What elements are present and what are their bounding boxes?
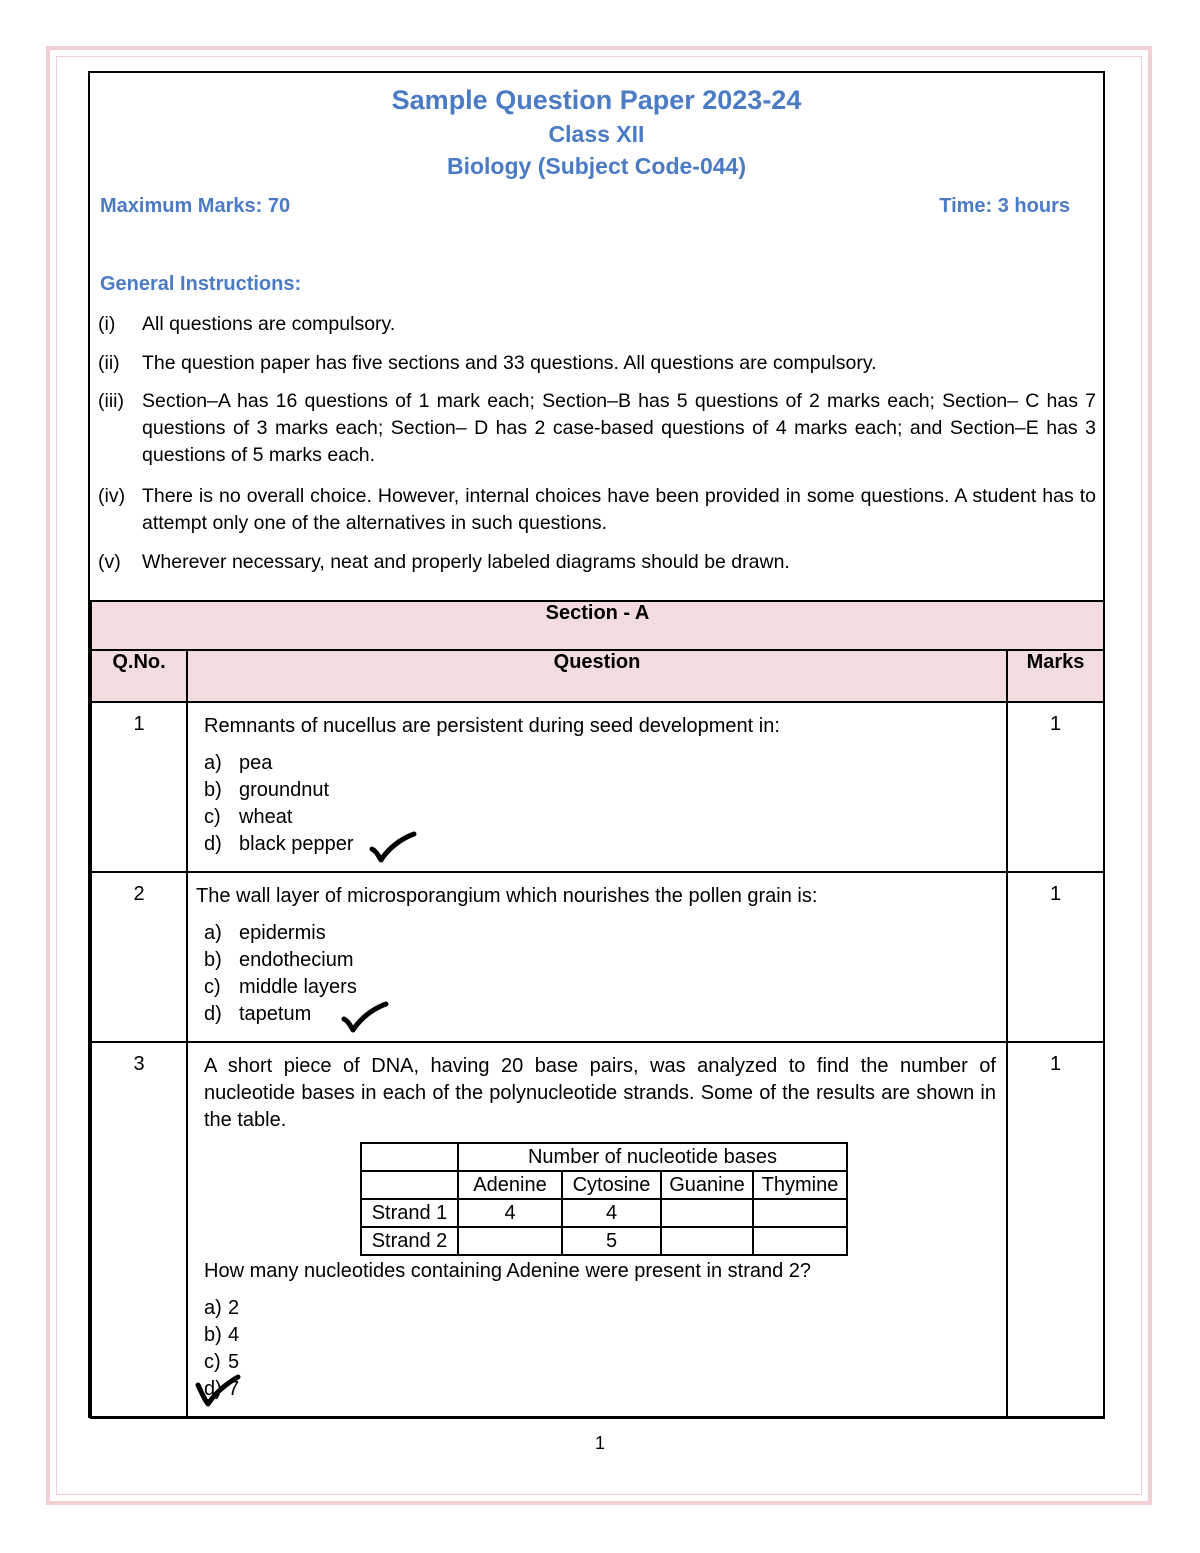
option-value: tapetum [239, 1003, 312, 1025]
question-cell [187, 1042, 1007, 1418]
option-value: wheat [239, 806, 293, 828]
question-text: Remnants of nucellus are persistent during seed development in: [204, 715, 780, 737]
instruction-item [98, 549, 1096, 576]
table-column-header: Adenine [458, 1171, 562, 1199]
option-value: pea [239, 752, 273, 774]
col-header-qno: Q.No. [91, 650, 187, 702]
instruction-item [98, 311, 1096, 338]
section-row [91, 601, 1104, 650]
table-row [361, 1199, 847, 1227]
col-header-marks: Marks [1007, 650, 1104, 702]
option-a [204, 920, 996, 947]
time-allowed: Time: 3 hours [939, 195, 1070, 217]
table-cell: 5 [562, 1227, 661, 1255]
page-number: 1 [594, 1433, 605, 1453]
maximum-marks: Maximum Marks: 70 [100, 195, 291, 217]
option-b [204, 777, 996, 804]
options-list [204, 1295, 996, 1403]
instruction-text: Wherever necessary, neat and properly labeled diagrams should be drawn. [142, 551, 790, 573]
table-cell [753, 1199, 847, 1227]
instruction-number: (v) [98, 551, 121, 573]
option-label: a) [204, 752, 222, 774]
option-d [204, 1001, 996, 1028]
instruction-number: (ii) [98, 352, 120, 374]
option-value: 5 [228, 1351, 240, 1373]
table-row [361, 1227, 847, 1255]
question-text: The wall layer of microsporangium which nourishes the pollen grain is: [196, 885, 818, 907]
question-number: 3 [91, 1042, 187, 1418]
option-b [204, 1322, 996, 1349]
option-label: a) [204, 922, 222, 944]
paper-class: Class XII [548, 121, 645, 147]
table-cell [753, 1227, 847, 1255]
paper-subject: Biology (Subject Code-044) [446, 153, 747, 179]
option-value: 7 [228, 1378, 240, 1400]
option-d [204, 831, 996, 858]
option-label: b) [204, 949, 222, 971]
paper-header [90, 73, 1103, 601]
table-column-header: Thymine [753, 1171, 847, 1199]
table-cell [458, 1227, 562, 1255]
option-value: epidermis [239, 922, 326, 944]
question-row [91, 1042, 1104, 1418]
question-number: 1 [91, 702, 187, 872]
table-header-row [91, 650, 1104, 702]
option-label: c) [204, 976, 221, 998]
option-value: middle layers [239, 976, 357, 998]
followup-question: How many nucleotides containing Adenine were present in strand 2? [204, 1260, 812, 1282]
instruction-number: (iii) [98, 390, 124, 412]
instruction-item [98, 388, 1096, 469]
option-a [204, 750, 996, 777]
option-label: b) [204, 1324, 222, 1346]
question-cell [187, 702, 1007, 872]
options-list [204, 750, 996, 858]
instruction-text: All questions are compulsory. [142, 313, 396, 335]
question-row [91, 872, 1104, 1042]
option-value: black pepper [239, 833, 354, 855]
option-value: endothecium [239, 949, 354, 971]
instruction-text: The question paper has five sections and 33 questions. All questions are compulsory. [142, 352, 877, 374]
section-title: Section - A [91, 601, 1104, 650]
option-c [204, 1349, 996, 1376]
instruction-text: Section–A has 16 questions of 1 mark each; Section–B has 5 questions of 2 marks each; Section– C has 7 questions of 3 marks each; Section– D has 2 case-based questions of 4 marks each; and Section–E has 3 questions of 5 marks each. [142, 390, 1096, 466]
table-column-header: Cytosine [562, 1171, 661, 1199]
option-d [204, 1376, 996, 1403]
table-cell [661, 1227, 753, 1255]
table-cell: 4 [562, 1199, 661, 1227]
general-instructions-title: General Instructions: [100, 273, 302, 295]
question-number: 2 [91, 872, 187, 1042]
instruction-number: (iv) [98, 485, 126, 507]
option-c [204, 974, 996, 1001]
question-text: A short piece of DNA, having 20 base pairs, was analyzed to find the number of nucleotide bases in each of the polynucleotide strands. Some of the results are shown in the table. [204, 1055, 996, 1131]
table-row-label: Strand 1 [361, 1199, 458, 1227]
option-a [204, 1295, 996, 1322]
table-column-header: Guanine [661, 1171, 753, 1199]
instruction-item [98, 350, 1096, 377]
table-cell [661, 1199, 753, 1227]
question-marks: 1 [1007, 872, 1104, 1042]
option-c [204, 804, 996, 831]
paper-title: Sample Question Paper 2023-24 [391, 85, 802, 115]
option-value: 4 [228, 1324, 240, 1346]
col-header-question: Question [187, 650, 1007, 702]
questions-table [90, 600, 1105, 1419]
option-label: b) [204, 779, 222, 801]
checkmark-icon [340, 1001, 390, 1035]
question-marks: 1 [1007, 1042, 1104, 1418]
table-corner-cell [361, 1171, 458, 1199]
question-row [91, 702, 1104, 872]
nucleotide-table [360, 1142, 848, 1256]
question-cell [187, 872, 1007, 1042]
option-value: 2 [228, 1297, 240, 1319]
table-corner-cell [361, 1143, 458, 1171]
instruction-item [98, 483, 1096, 537]
option-label: d) [204, 833, 222, 855]
option-label: c) [204, 1351, 221, 1373]
option-value: groundnut [239, 779, 330, 801]
table-cell: 4 [458, 1199, 562, 1227]
checkmark-icon [194, 1373, 242, 1409]
options-list [204, 920, 996, 1028]
question-paper-frame [88, 71, 1105, 1418]
option-label: c) [204, 806, 221, 828]
option-label: d) [204, 1378, 222, 1400]
checkmark-icon [368, 831, 418, 865]
option-label: d) [204, 1003, 222, 1025]
instruction-number: (i) [98, 313, 116, 335]
option-label: a) [204, 1297, 222, 1319]
table-group-header: Number of nucleotide bases [458, 1143, 847, 1171]
option-b [204, 947, 996, 974]
instruction-text: There is no overall choice. However, internal choices have been provided in some questions. A student has to attempt only one of the alternatives in such questions. [142, 485, 1096, 534]
table-row-label: Strand 2 [361, 1227, 458, 1255]
question-marks: 1 [1007, 702, 1104, 872]
